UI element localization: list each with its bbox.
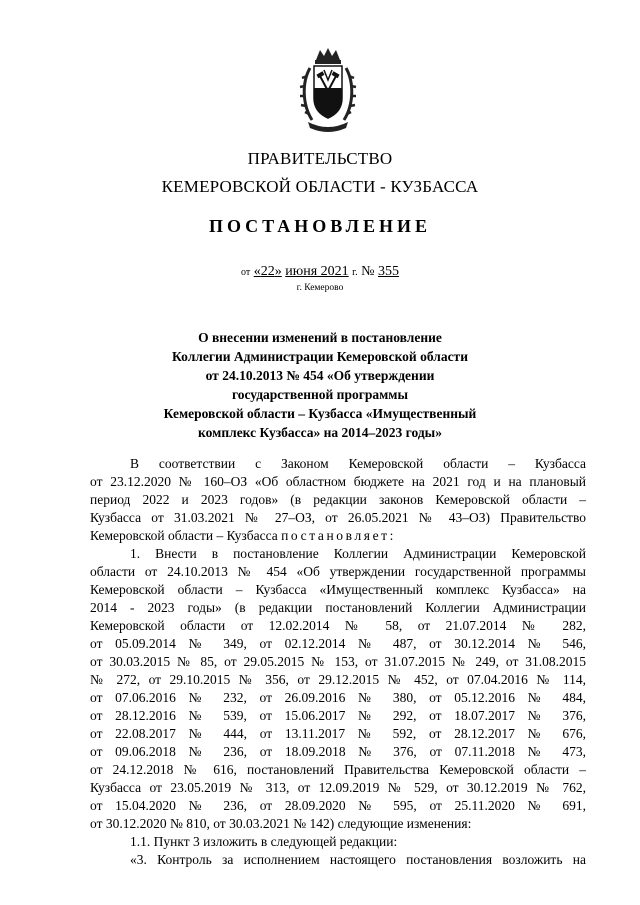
document-number: 355 <box>377 264 399 279</box>
body-line: «3. Контроль за исполнением настоящего постановления возложить на <box>130 852 586 867</box>
body-line: 2014 - 2023 годы» (в редакции постановлений Коллегии Администрации <box>90 600 586 615</box>
body-line: от 05.09.2014 № 349, от 02.12.2014 № 487, от 30.12.2014 № 546, <box>90 636 586 651</box>
body-line: от 30.03.2015 № 85, от 29.05.2015 № 153, от 31.07.2015 № 249, от 31.08.2015 <box>90 654 586 669</box>
body-line: 1.1. Пункт 3 изложить в следующей редакции: <box>130 834 398 849</box>
number-label: № <box>361 264 375 279</box>
body-line: от 24.12.2018 № 616, постановлений Правительства Кемеровской области – <box>90 762 586 777</box>
body-line: Кемеровской области – Кузбасса «Имущественный комплекс Кузбасса» на <box>90 582 586 597</box>
date-year-suffix: г. <box>352 267 358 278</box>
body-line: В соответствии с Законом Кемеровской области – Кузбасса <box>130 456 586 471</box>
spaced-word: постановляет: <box>281 528 397 543</box>
date-month-year: июня 2021 <box>285 264 349 279</box>
title-line: Кемеровской области – Кузбасса «Имущественный <box>163 406 477 421</box>
body-line: от 07.06.2016 № 232, от 26.09.2016 № 380, от 05.12.2016 № 484, <box>90 690 586 705</box>
date-day: 22 <box>260 264 275 279</box>
title-line: О внесении изменений в постановление <box>198 330 442 345</box>
date-from-label: от <box>241 267 251 278</box>
date-quote-open: « <box>253 264 261 279</box>
body-line-text: Кемеровской области – Кузбасса <box>90 528 278 543</box>
body-line: от 23.12.2020 № 160–ОЗ «Об областном бюджете на 2021 год и на плановый <box>90 474 586 489</box>
body-line: от 09.06.2018 № 236, от 18.09.2018 № 376, от 07.11.2018 № 473, <box>90 744 586 759</box>
body-line <box>90 528 586 544</box>
title-line: государственной программы <box>231 387 409 402</box>
body-line: Кузбасса от 31.03.2021 № 27–ОЗ, от 26.05.2021 № 43–ОЗ) Правительство <box>90 510 586 525</box>
document-type-heading: ПОСТАНОВЛЕНИЕ <box>208 216 432 236</box>
body-line: № 272, от 29.10.2015 № 356, от 29.12.2015 № 452, от 07.04.2016 № 114, <box>90 672 586 687</box>
body-line: период 2022 и 2023 годов» (в редакции законов Кемеровской области – <box>90 492 586 507</box>
title-line: от 24.10.2013 № 454 «Об утверждении <box>205 368 435 383</box>
date-quote-close: » <box>274 264 282 279</box>
body-line: от 28.12.2016 № 539, от 15.06.2017 № 292, от 18.07.2017 № 376, <box>90 708 586 723</box>
body-line: 1. Внести в постановление Коллегии Администрации Кемеровской <box>130 546 586 561</box>
body-line: от 30.12.2020 № 810, от 30.03.2021 № 142) следующие изменения: <box>90 816 472 831</box>
government-name-line2: КЕМЕРОВСКОЙ ОБЛАСТИ - КУЗБАССА <box>161 177 479 196</box>
kemerovo-coat-of-arms-icon <box>298 46 358 134</box>
title-line: комплекс Кузбасса» на 2014–2023 годы» <box>198 425 442 440</box>
body-line: от 22.08.2017 № 444, от 13.11.2017 № 592, от 28.12.2017 № 676, <box>90 726 586 741</box>
body-line: Кузбасса от 23.05.2019 № 313, от 12.09.2019 № 529, от 30.12.2019 № 762, <box>90 780 586 795</box>
document-date-number <box>0 264 640 280</box>
title-line: Коллегии Администрации Кемеровской области <box>172 349 468 364</box>
body-line: области от 24.10.2013 № 454 «Об утверждении государственной программы <box>90 564 586 579</box>
body-line: Кемеровской области от 12.02.2014 № 58, от 21.07.2014 № 282, <box>90 618 586 633</box>
government-name-line1: ПРАВИТЕЛЬСТВО <box>247 149 393 168</box>
body-line: от 15.04.2020 № 236, от 28.09.2020 № 595, от 25.11.2020 № 691, <box>90 798 586 813</box>
city-label: г. Кемерово <box>296 283 344 293</box>
